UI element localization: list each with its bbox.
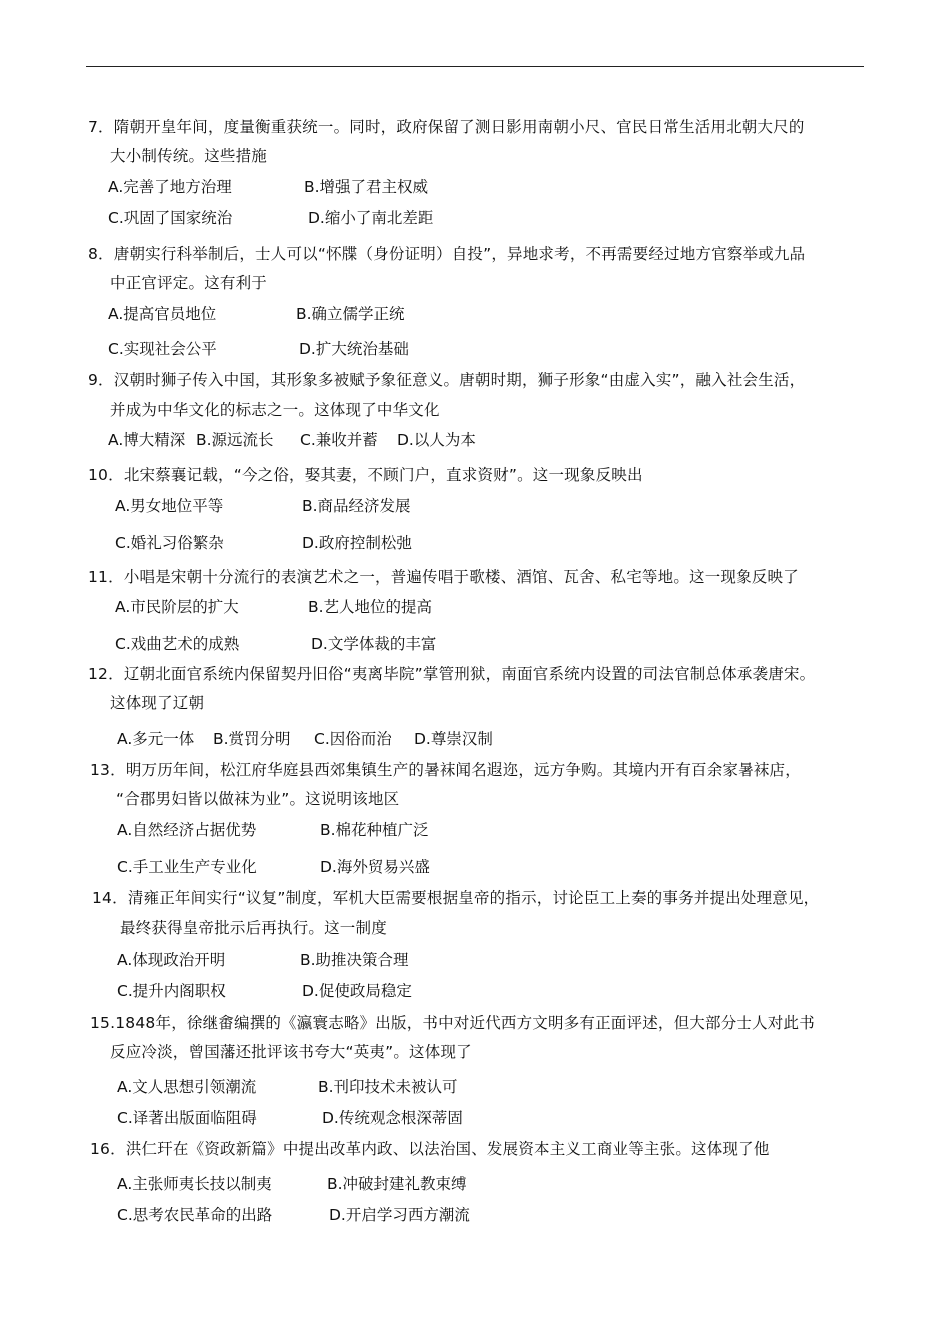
question-stem: 15.1848年，徐继畬编撰的《瀛寰志略》出版，书中对近代西方文明多有正面评述，但大部分士人对此书: [90, 1014, 815, 1032]
option-c: C.婚礼习俗繁杂: [115, 534, 224, 552]
question-stem: 最终获得皇帝批示后再执行。这一制度: [120, 919, 387, 937]
option-a: A.完善了地方治理: [108, 178, 232, 196]
option-d: D.文学体裁的丰富: [311, 635, 437, 653]
question-stem: 14．清雍正年间实行“议复”制度，军机大臣需要根据皇帝的指示，讨论臣工上奏的事务并提出处理意见，: [92, 889, 820, 907]
option-d: D.促使政局稳定: [302, 982, 412, 1000]
option-a: A.男女地位平等: [115, 497, 224, 515]
option-c: C.实现社会公平: [108, 340, 217, 358]
question-stem: 9．汉朝时狮子传入中国，其形象多被赋予象征意义。唐朝时期，狮子形象“由虚入实”，融入社会生活，: [88, 371, 806, 389]
option-b: B.艺人地位的提高: [308, 598, 433, 616]
option-c: C.提升内阁职权: [117, 982, 226, 1000]
question-stem: 大小制传统。这些措施: [110, 147, 268, 165]
option-a: A.文人思想引领潮流: [117, 1078, 257, 1096]
option-b: B.助推决策合理: [300, 951, 409, 969]
option-d: D.海外贸易兴盛: [320, 858, 430, 876]
option-d: D.缩小了南北差距: [308, 209, 434, 227]
option-b: B.确立儒学正统: [296, 305, 405, 323]
option-a: A.主张师夷长技以制夷: [117, 1175, 272, 1193]
question-stem: 7．隋朝开皇年间，度量衡重获统一。同时，政府保留了测日影用南朝小尺、官民日常生活用北朝大尺的: [88, 118, 805, 136]
question-stem: 16．洪仁玕在《资政新篇》中提出改革内政、以法治国、发展资本主义工商业等主张。这体现了他: [90, 1140, 770, 1158]
option-c: C.因俗而治: [314, 730, 392, 748]
option-a: A.提高官员地位: [108, 305, 217, 323]
option-b: B.源远流长: [196, 431, 274, 449]
option-c: C.巩固了国家统治: [108, 209, 233, 227]
option-a: A.自然经济占据优势: [117, 821, 257, 839]
option-d: D.传统观念根深蒂固: [322, 1109, 463, 1127]
option-c: C.译著出版面临阻碍: [117, 1109, 257, 1127]
option-d: D.开启学习西方潮流: [329, 1206, 470, 1224]
question-stem: 中正官评定。这有利于: [110, 274, 268, 292]
question-stem: 反应冷淡，曾国藩还批评该书夸大“英夷”。这体现了: [110, 1043, 472, 1061]
option-b: B.商品经济发展: [302, 497, 411, 515]
option-a: A.博大精深: [108, 431, 186, 449]
option-b: B.增强了君主权威: [304, 178, 429, 196]
question-stem: 13．明万历年间，松江府华庭县西郊集镇生产的暑袜闻名遐迩，远方争购。其境内开有百余家暑袜店，: [90, 761, 801, 779]
question-stem: 并成为中华文化的标志之一。这体现了中华文化: [110, 401, 440, 419]
option-b: B.棉花种植广泛: [320, 821, 429, 839]
question-stem: 12．辽朝北面官系统内保留契丹旧俗“夷离毕院”掌管刑狱，南面官系统内设置的司法官制总体承袭唐宋。: [88, 665, 816, 683]
question-stem: “合郡男妇皆以做袜为业”。这说明该地区: [116, 790, 400, 808]
option-b: B.赏罚分明: [213, 730, 291, 748]
question-stem: 8．唐朝实行科举制后，士人可以“怀牒（身份证明）自投”，异地求考，不再需要经过地方官察举或九品: [88, 245, 806, 263]
question-stem: 11．小唱是宋朝十分流行的表演艺术之一，普遍传唱于歌楼、酒馆、瓦舍、私宅等地。这一现象反映了: [88, 568, 799, 586]
option-d: D.扩大统治基础: [299, 340, 409, 358]
option-a: A.多元一体: [117, 730, 195, 748]
option-b: B.刊印技术未被认可: [318, 1078, 458, 1096]
option-a: A.体现政治开明: [117, 951, 226, 969]
option-c: C.兼收并蓄: [300, 431, 378, 449]
option-a: A.市民阶层的扩大: [115, 598, 239, 616]
header-rule: [86, 66, 864, 67]
option-b: B.冲破封建礼教束缚: [327, 1175, 467, 1193]
option-c: C.思考农民革命的出路: [117, 1206, 273, 1224]
option-d: D.政府控制松弛: [302, 534, 412, 552]
question-stem: 这体现了辽朝: [110, 694, 205, 712]
option-d: D.尊崇汉制: [414, 730, 493, 748]
option-c: C.戏曲艺术的成熟: [115, 635, 240, 653]
option-c: C.手工业生产专业化: [117, 858, 257, 876]
option-d: D.以人为本: [397, 431, 476, 449]
question-stem: 10．北宋蔡襄记载，“今之俗，娶其妻，不顾门户，直求资财”。这一现象反映出: [88, 466, 643, 484]
